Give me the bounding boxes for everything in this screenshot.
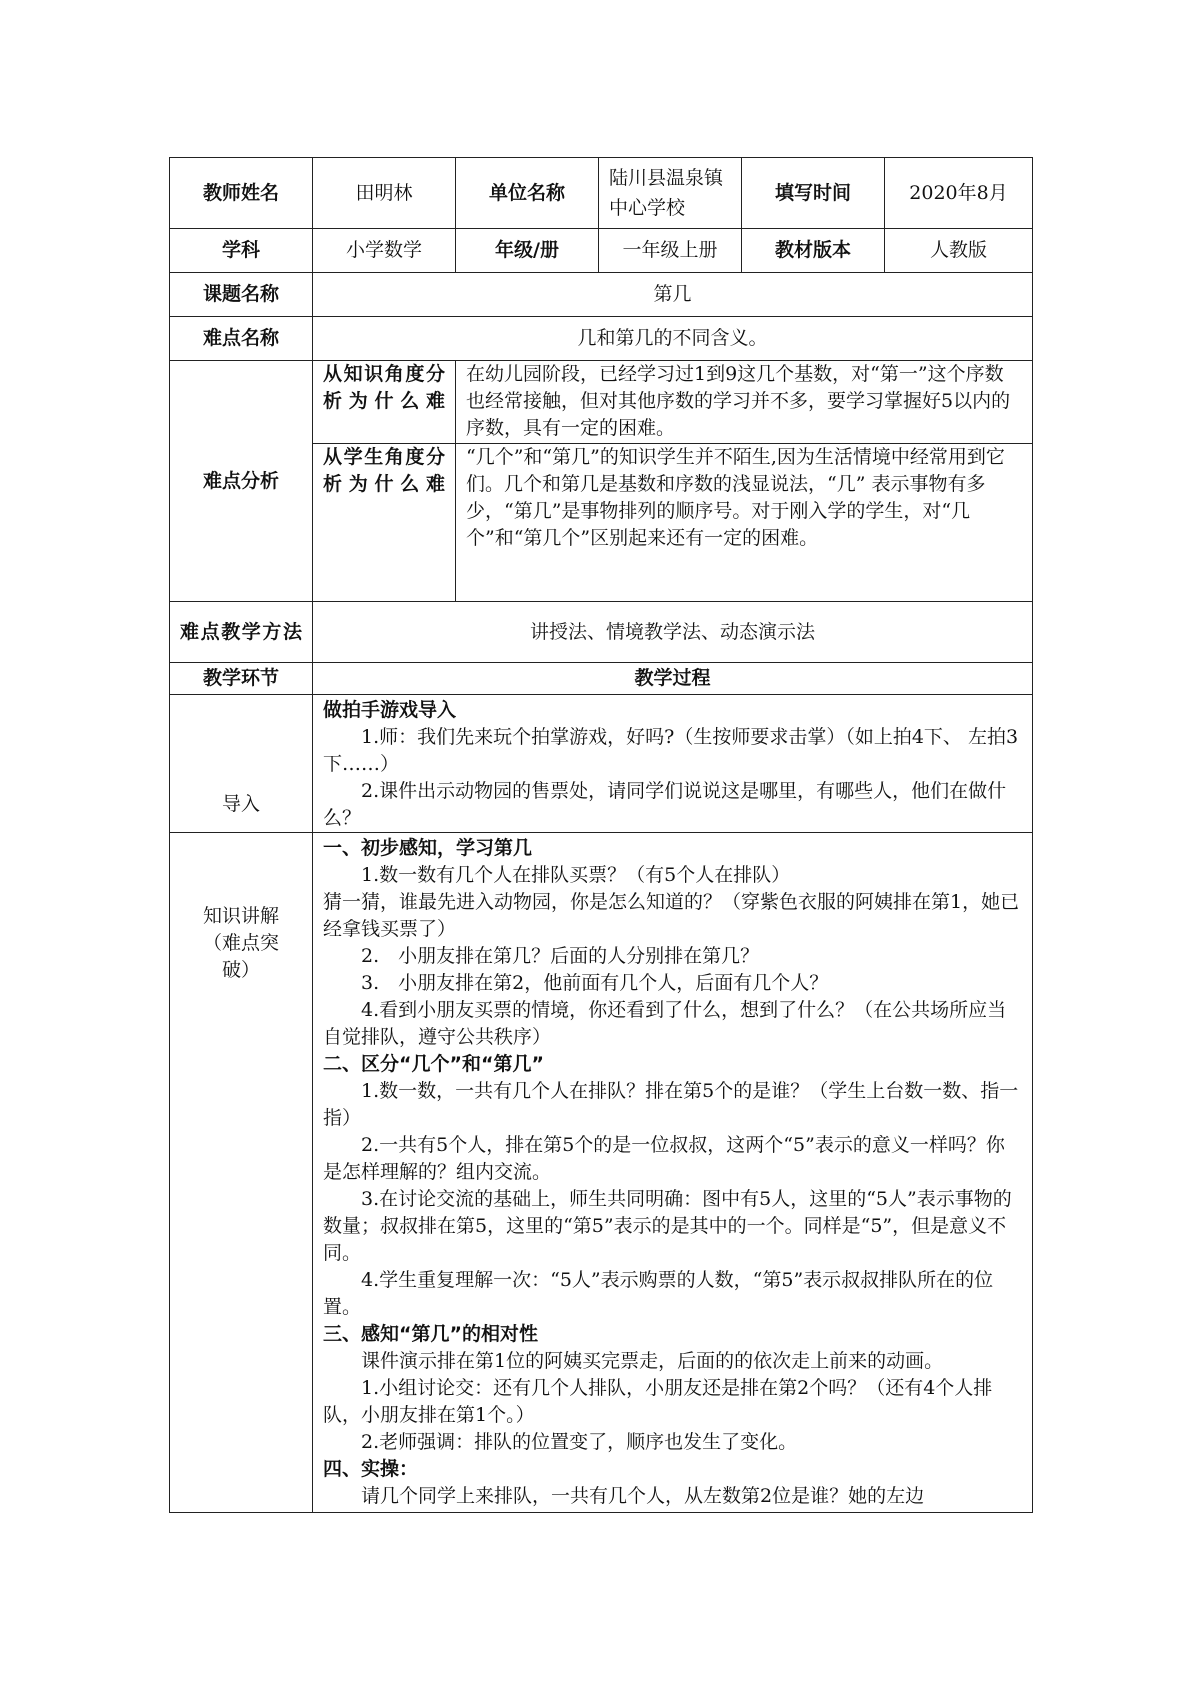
teacher-label: 教师姓名 xyxy=(170,158,313,229)
intro-line-1: 1.师：我们先来玩个拍掌游戏，好吗?（生按师要求击掌）（如上拍4下、 左拍3下……） xyxy=(323,726,1019,775)
section-4-title: 四、实操： xyxy=(323,1458,419,1480)
date-value: 2020年8月 xyxy=(885,158,1033,229)
knowledge-stage xyxy=(170,833,313,1513)
knowledge-angle-question: 从知识角度分析为什么难 xyxy=(313,361,456,444)
section-2-item-1: 1.数一数，一共有几个人在排队？排在第5个的是谁？（学生上台数一数、指一指） xyxy=(323,1080,1019,1129)
section-3-title: 三、感知“第几”的相对性 xyxy=(323,1323,538,1345)
intro-title: 做拍手游戏导入 xyxy=(323,699,457,721)
process-header-row xyxy=(170,663,1033,695)
edition-value: 人教版 xyxy=(885,229,1033,273)
intro-stage xyxy=(170,695,313,833)
section-2-item-4: 4.学生重复理解一次：“5人”表示购票的人数，“第5”表示叔叔排队所在的位置。 xyxy=(323,1269,994,1318)
difficulty-value: 几和第几的不同含义。 xyxy=(313,317,1033,361)
knowledge-stage-line-3: 破） xyxy=(221,959,260,981)
section-2-title: 二、区分“几个”和“第几” xyxy=(323,1053,544,1075)
section-2-item-3: 3.在讨论交流的基础上，师生共同明确：图中有5人，这里的“5人”表示事物的数量；叔叔排在第5，这里的“第5”表示的是其中的一个。同样是“5”，但是意义不同。 xyxy=(323,1188,1012,1264)
topic-row xyxy=(170,273,1033,317)
section-1-item-5: 4.看到小朋友买票的情境，你还看到了什么，想到了什么？（在公共场所应当自觉排队，遵守公共秩序） xyxy=(323,999,1007,1048)
method-value: 讲授法、情境教学法、动态演示法 xyxy=(313,602,1033,663)
knowledge-row xyxy=(170,833,1033,1513)
teacher-name: 田明林 xyxy=(313,158,456,229)
unit-name: 陆川县温泉镇中心学校 xyxy=(599,158,742,229)
student-angle-question: 从学生角度分析为什么难 xyxy=(313,444,456,602)
section-2-item-2: 2.一共有5个人，排在第5个的是一位叔叔，这两个“5”表示的意义一样吗？你是怎样理解的？组内交流。 xyxy=(323,1134,1005,1183)
topic-label: 课题名称 xyxy=(170,273,313,317)
section-3-item-2: 1.小组讨论交：还有几个人排队，小朋友还是排在第2个吗？（还有4个人排队，小朋友排在第1个。） xyxy=(323,1377,993,1426)
date-label: 填写时间 xyxy=(742,158,885,229)
section-1-item-1: 1.数一数有几个人在排队买票？（有5个人在排队） xyxy=(361,864,791,886)
lesson-plan-sheet xyxy=(169,157,1032,1513)
difficulty-row xyxy=(170,317,1033,361)
stage-header: 教学环节 xyxy=(170,663,313,695)
section-1-title: 一、初步感知，学习第几 xyxy=(323,837,533,859)
intro-row xyxy=(170,695,1033,833)
section-1-item-2: 猜一猜，谁最先进入动物园，你是怎么知道的？（穿紫色衣服的阿姨排在第1，她已经拿钱买票了） xyxy=(323,891,1020,940)
section-1-item-4: 3. 小朋友排在第2，他前面有几个人，后面有几个人？ xyxy=(361,972,829,994)
grade-value: 一年级上册 xyxy=(599,229,742,273)
section-4-item-1: 请几个同学上来排队，一共有几个人，从左数第2位是谁？她的左边 xyxy=(361,1485,925,1507)
process-header: 教学过程 xyxy=(313,663,1033,695)
edition-label: 教材版本 xyxy=(742,229,885,273)
knowledge-stage-line-2: （难点突 xyxy=(202,932,279,954)
subject-value: 小学数学 xyxy=(313,229,456,273)
knowledge-angle-answer: 在幼儿园阶段，已经学习过1到9这几个基数，对“第一”这个序数也经常接触，但对其他序数的学习并不多，要学习掌握好5以内的序数，具有一定的困难。 xyxy=(456,361,1033,444)
intro-content xyxy=(313,695,1033,833)
subject-label: 学科 xyxy=(170,229,313,273)
section-1-item-3: 2. 小朋友排在第几？后面的人分别排在第几？ xyxy=(361,945,760,967)
knowledge-stage-line-1: 知识讲解 xyxy=(202,905,279,927)
info-row-2 xyxy=(170,229,1033,273)
lesson-plan-table xyxy=(169,157,1033,1513)
intro-line-2: 2.课件出示动物园的售票处，请同学们说说这是哪里，有哪些人，他们在做什么？ xyxy=(323,780,1007,829)
grade-label: 年级/册 xyxy=(456,229,599,273)
analysis-label: 难点分析 xyxy=(170,361,313,602)
info-row-1 xyxy=(170,158,1033,229)
method-label: 难点教学方法 xyxy=(170,602,313,663)
section-3-item-3: 2.老师强调：排队的位置变了，顺序也发生了变化。 xyxy=(361,1431,798,1453)
unit-label: 单位名称 xyxy=(456,158,599,229)
section-3-item-1: 课件演示排在第1位的阿姨买完票走，后面的的依次走上前来的动画。 xyxy=(361,1350,944,1372)
topic-value: 第几 xyxy=(313,273,1033,317)
method-row xyxy=(170,602,1033,663)
difficulty-label: 难点名称 xyxy=(170,317,313,361)
analysis-row-knowledge xyxy=(170,361,1033,444)
student-angle-answer: “几个”和“第几”的知识学生并不陌生,因为生活情境中经常用到它们。几个和第几是基数和序数的浅显说法，“几” 表示事物有多少，“第几”是事物排列的顺序号。对于刚入学的学生，对“几个”和“第几个”区别起来还有一定的困难。 xyxy=(456,444,1033,602)
intro-stage-label: 导入 xyxy=(221,793,260,815)
knowledge-content xyxy=(313,833,1033,1513)
